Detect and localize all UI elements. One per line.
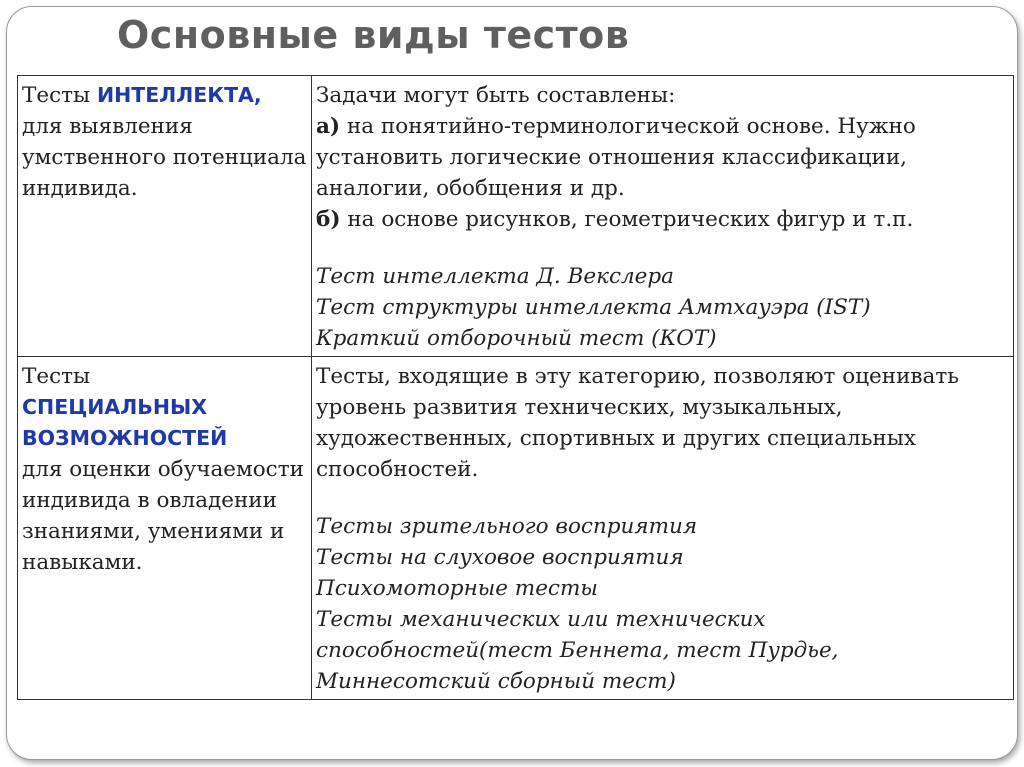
intellect-intro: Задачи могут быть составлены: [316,83,676,108]
intellect-example: Тест интеллекта Д. Векслера [316,264,674,289]
special-example: Психомоторные тесты [316,576,598,601]
special-highlight: ВОЗМОЖНОСТЕЙ [22,426,228,450]
cell-intellect-type [18,76,312,357]
table-row-intellect [18,76,1014,357]
special-example: Тесты на слуховое восприятия [316,545,684,570]
slide-frame [6,6,1018,760]
spacer [316,485,1009,511]
cell-special-type [18,357,312,700]
intellect-example: Тест структуры интеллекта Амтхауэра (IST) [316,295,871,320]
cell-special-description [312,357,1014,700]
intellect-item-b [316,204,1009,235]
special-description: Тесты, входящие в эту категорию, позволяют оценивать уровень развития технических, музыкальных, художественных, спортивных и других специальных способностей. [316,364,959,482]
intellect-example: Краткий отборочный тест (КОТ) [316,326,717,351]
item-a-marker: а) [316,114,341,139]
special-suffix: для оценки обучаемости индивида в овладении знаниями, умениями и навыками. [22,457,304,575]
intellect-highlight: ИНТЕЛЛЕКТА, [96,83,262,107]
intellect-prefix: Тесты [22,83,97,108]
special-highlight: СПЕЦИАЛЬНЫХ [22,395,208,419]
special-example: Тесты зрительного восприятия [316,514,698,539]
spacer [316,235,1009,261]
intellect-item-a [316,111,1009,204]
special-example: Тесты механических или технических способностей(тест Беннета, тест Пурдье, Миннесотский сборный тест) [316,607,839,694]
page-title: Основные виды тестов [117,13,630,57]
cell-intellect-description [312,76,1014,357]
table-row-special-abilities [18,357,1014,700]
intellect-suffix: для выявления умственного потенциала индивида. [22,114,307,201]
item-b-marker: б) [316,207,341,232]
item-b-text: на основе рисунков, геометрических фигур и т.п. [340,207,914,232]
special-prefix: Тесты [22,364,91,389]
tests-table [17,75,1014,700]
item-a-text: на понятийно-терминологической основе. Нужно установить логические отношения классификации, аналогии, обобщения и др. [316,114,916,201]
